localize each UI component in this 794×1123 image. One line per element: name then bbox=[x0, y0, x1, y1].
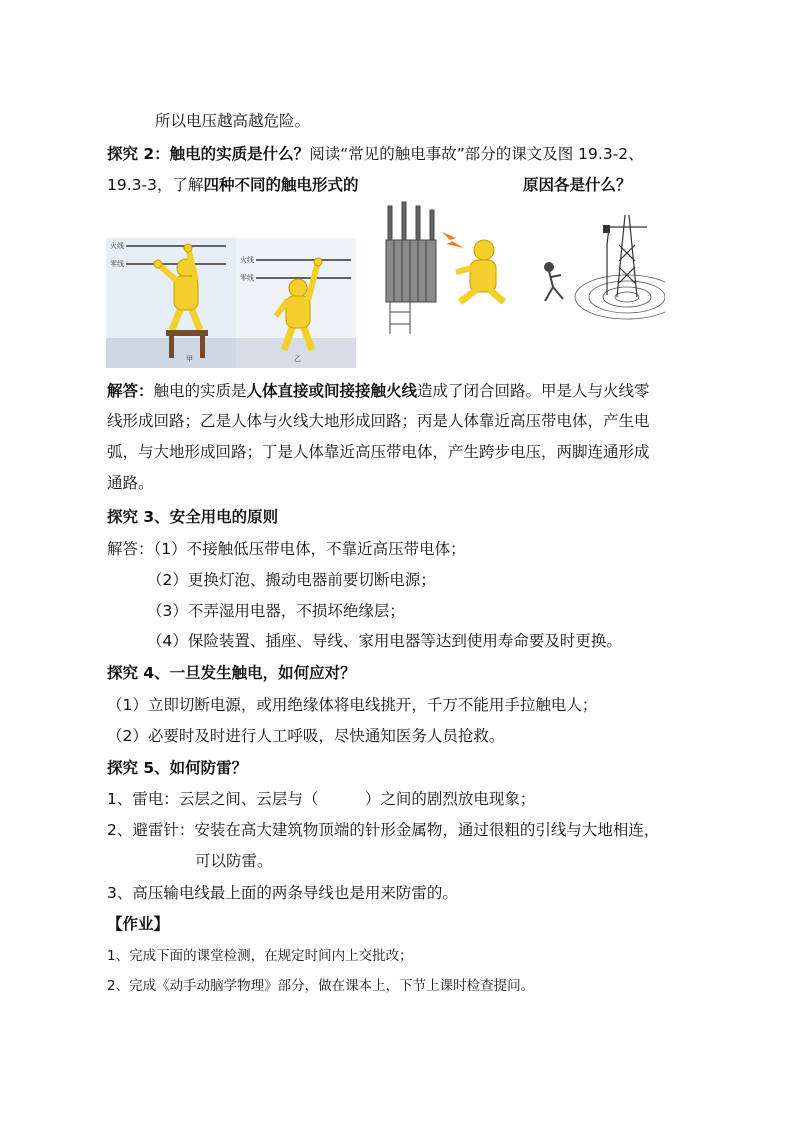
label-jia: 甲 bbox=[186, 355, 193, 363]
answer-1b: 人体直接或间接接触火线 bbox=[246, 382, 418, 400]
homework-title: 【作业】 bbox=[107, 915, 170, 933]
transformer bbox=[386, 202, 436, 334]
section-5-item-3: 3、高压输电线最上面的两条导线也是用来防雷的。 bbox=[107, 884, 458, 902]
section-5-item-1: 1、雷电：云层之间、云层与（ ）之间的剧烈放电现象； bbox=[107, 790, 536, 808]
figure-ding bbox=[535, 205, 665, 330]
person-bing bbox=[456, 240, 504, 302]
label-yi: 乙 bbox=[294, 355, 301, 363]
section-5-title: 探究 5、如何防雷？ bbox=[107, 759, 248, 777]
label-fire-1: 火线 bbox=[110, 242, 124, 250]
answer-1a: 触电的实质是 bbox=[153, 382, 247, 400]
section-3-item-4: （4）保险装置、插座、导线、家用电器等达到使用寿命要及时更换。 bbox=[147, 632, 622, 650]
answer-1c: 造成了闭合回路。甲是人与火线零 bbox=[417, 382, 650, 400]
answer-line-1 bbox=[107, 380, 650, 402]
section-3-item-2: （2）更换灯泡、搬动电器前要切断电源； bbox=[147, 571, 436, 589]
text-line-3 bbox=[107, 174, 358, 196]
homework-item-1: 1、完成下面的课堂检测，在规定时间内上交批改； bbox=[107, 948, 413, 964]
arc-spark bbox=[442, 232, 464, 248]
section-2-text: 阅读“常见的触电事故”部分的课文及图 19.3-2、 bbox=[309, 145, 644, 163]
answer-line-3: 弧，与大地形成回路；丁是人体靠近高压带电体，产生跨步电压，两脚连通形成 bbox=[107, 443, 650, 461]
person-ding bbox=[545, 263, 563, 301]
label-zero-1: 零线 bbox=[110, 260, 124, 268]
figure-jia-yi bbox=[106, 238, 356, 368]
answer-line-2: 线形成回路；乙是人体与火线大地形成回路；丙是人体靠近高压带电体，产生电 bbox=[107, 412, 650, 430]
section-2-title: 探究 2：触电的实质是什么？ bbox=[107, 145, 310, 163]
text-line-2 bbox=[107, 143, 644, 165]
section-3-item-1: 解答：（1）不接触低压带电体，不靠近高压带电体； bbox=[107, 540, 466, 558]
section-4-title: 探究 4、一旦发生触电，如何应对？ bbox=[107, 664, 356, 682]
section-4-item-1: （1）立即切断电源，或用绝缘体将电线挑开，千万不能用手拉触电人； bbox=[107, 696, 598, 714]
figure-bing bbox=[380, 198, 520, 338]
section-5-item-2b: 可以防雷。 bbox=[195, 852, 273, 870]
section-3-item-3: （3）不弄湿用电器，不损坏绝缘层； bbox=[147, 602, 405, 620]
text-line-3b: 四种不同的触电形式的 bbox=[203, 176, 359, 194]
answer-label: 解答： bbox=[107, 382, 154, 400]
answer-line-4: 通路。 bbox=[107, 474, 154, 492]
homework-item-2: 2、完成《动手动脑学物理》部分，做在课本上，下节上课时检查提问。 bbox=[107, 978, 535, 994]
label-fire-2: 火线 bbox=[240, 256, 254, 264]
section-5-item-2: 2、避雷针：安装在高大建筑物顶端的针形金属物，通过很粗的引线与大地相连， bbox=[107, 821, 660, 839]
insulator bbox=[603, 225, 610, 233]
text-line-3c: 原因各是什么？ bbox=[523, 176, 632, 194]
text-line-1: 所以电压越高越危险。 bbox=[155, 112, 311, 130]
label-zero-2: 零线 bbox=[240, 274, 254, 282]
section-3-title: 探究 3、安全用电的原则 bbox=[107, 508, 279, 526]
section-4-item-2: （2）必要时及时进行人工呼吸，尽快通知医务人员抢救。 bbox=[107, 727, 505, 745]
pylon bbox=[607, 215, 647, 297]
text-line-3a: 19.3-3，了解 bbox=[107, 176, 204, 194]
